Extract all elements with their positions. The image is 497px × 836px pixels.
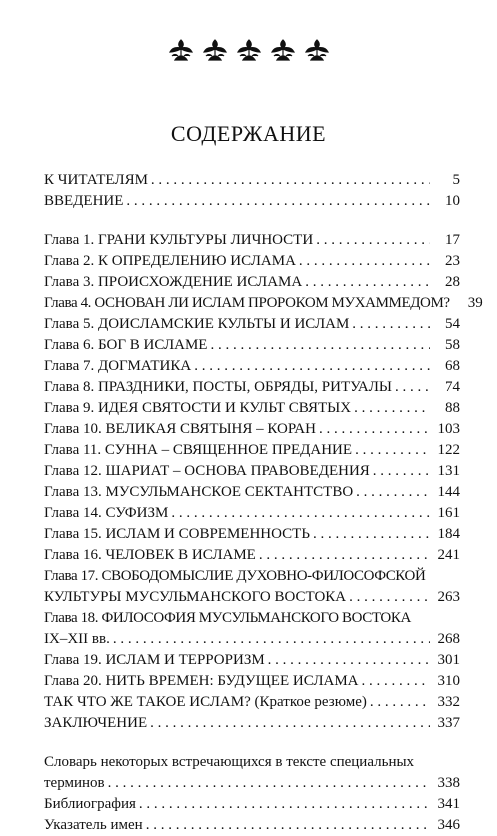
toc-page-number: 28 [445, 274, 460, 290]
leader-dots [373, 465, 430, 479]
leader-dots [151, 174, 430, 188]
leader-dots [313, 528, 430, 542]
toc-entry-label: Глава 18. ФИЛОСОФИЯ МУСУЛЬМАНСКОГО ВОСТОКА [44, 608, 414, 629]
toc-entry-summary[interactable] [44, 692, 460, 713]
leader-dots [319, 423, 430, 437]
toc-entry-introduction[interactable] [44, 191, 460, 212]
toc-page-number: 301 [437, 652, 460, 668]
toc-page-number: 54 [445, 316, 460, 332]
toc-entry-label: КУЛЬТУРЫ МУСУЛЬМАНСКОГО ВОСТОКА [44, 587, 349, 608]
leader-dots [259, 549, 430, 563]
toc-entry-label: терминов [44, 773, 108, 794]
toc-entry-chapter-18-cont[interactable] [44, 629, 460, 650]
toc-entry-label: Глава 20. НИТЬ ВРЕМЕН: БУДУЩЕЕ ИСЛАМА [44, 671, 362, 692]
fleuron-icon [234, 36, 264, 66]
toc-entry-chapter[interactable] [44, 377, 460, 398]
toc-page-number: 17 [445, 232, 460, 248]
toc-entry-readers[interactable] [44, 170, 460, 191]
toc-entry-label: Глава 19. ИСЛАМ И ТЕРРОРИЗМ [44, 650, 268, 671]
toc-entry-chapter[interactable] [44, 251, 460, 272]
fleuron-icon [268, 36, 298, 66]
leader-dots [108, 777, 430, 791]
toc-entry-chapter[interactable] [44, 356, 460, 377]
leader-dots [414, 612, 430, 626]
toc-entry-label: Глава 13. МУСУЛЬМАНСКОЕ СЕКТАНТСТВО [44, 482, 356, 503]
toc-entry-label: Глава 12. ШАРИАТ – ОСНОВА ПРАВОВЕДЕНИЯ [44, 461, 373, 482]
toc-page-number: 346 [437, 817, 460, 833]
toc-page-number: 58 [445, 337, 460, 353]
toc-entry-chapter[interactable] [44, 503, 460, 524]
leader-dots [146, 819, 430, 833]
toc-entry-glossary[interactable] [44, 752, 460, 773]
toc-entry-bibliography[interactable] [44, 794, 460, 815]
leader-dots [349, 591, 430, 605]
toc-page-number: 144 [437, 484, 460, 500]
toc-entry-chapter-18[interactable] [44, 608, 460, 629]
leader-dots [356, 486, 430, 500]
toc-page-number: 68 [445, 358, 460, 374]
toc-entry-label: Глава 5. ДОИСЛАМСКИЕ КУЛЬТЫ И ИСЛАМ [44, 314, 352, 335]
toc-entry-label: Глава 6. БОГ В ИСЛАМЕ [44, 335, 210, 356]
toc-entry-chapter[interactable] [44, 230, 460, 251]
toc-page-number: 10 [445, 193, 460, 209]
toc-page-number: 337 [437, 715, 460, 731]
toc-entry-index[interactable] [44, 815, 460, 836]
leader-dots [150, 717, 430, 731]
toc-entry-label: Глава 9. ИДЕЯ СВЯТОСТИ И КУЛЬТ СВЯТЫХ [44, 398, 354, 419]
leader-dots [299, 255, 430, 269]
toc-entry-chapter[interactable] [44, 272, 460, 293]
toc-entry-label: Глава 3. ПРОИСХОЖДЕНИЕ ИСЛАМА [44, 272, 305, 293]
toc-page-number: 103 [437, 421, 460, 437]
toc-entry-label: Словарь некоторых встречающихся в тексте специальных [44, 752, 417, 773]
toc-entry-chapter[interactable] [44, 440, 460, 461]
toc-entry-label: Глава 17. СВОБОДОМЫСЛИЕ ДУХОВНО-ФИЛОСОФСКОЙ [44, 566, 428, 587]
fleuron-icon [200, 36, 230, 66]
fleuron-icon [302, 36, 332, 66]
toc-entry-conclusion[interactable] [44, 713, 460, 734]
toc-entry-label: Указатель имен [44, 815, 146, 836]
leader-dots [268, 654, 430, 668]
toc-entry-label: ВВЕДЕНИЕ [44, 191, 126, 212]
toc-entry-label: Глава 11. СУННА – СВЯЩЕННОЕ ПРЕДАНИЕ [44, 440, 355, 461]
page-title: СОДЕРЖАНИЕ [170, 121, 327, 146]
leader-dots [126, 195, 430, 209]
toc-entry-label: Глава 4. ОСНОВАН ЛИ ИСЛАМ ПРОРОКОМ МУХАММЕДОМ? [44, 293, 453, 314]
toc-page-number: 122 [437, 442, 460, 458]
toc-page-number: 310 [437, 673, 460, 689]
leader-dots [354, 402, 430, 416]
toc-page-number: 74 [445, 379, 460, 395]
table-of-contents [44, 170, 483, 836]
leader-dots [171, 507, 430, 521]
toc-entry-glossary-cont[interactable] [44, 773, 460, 794]
toc-entry-chapter[interactable] [44, 524, 460, 545]
leader-dots [316, 234, 430, 248]
toc-page-number: 338 [437, 775, 460, 791]
toc-entry-chapter[interactable] [44, 650, 460, 671]
leader-dots [428, 570, 430, 584]
toc-page-number: 23 [445, 253, 460, 269]
toc-entry-label: IX–XII вв. [44, 629, 113, 650]
toc-entry-chapter[interactable] [44, 419, 460, 440]
leader-dots [352, 318, 430, 332]
toc-entry-chapter[interactable] [44, 314, 460, 335]
toc-entry-chapter[interactable] [44, 398, 460, 419]
toc-page-number: 5 [452, 172, 460, 188]
toc-entry-label: ЗАКЛЮЧЕНИЕ [44, 713, 150, 734]
toc-entry-chapter[interactable] [44, 671, 460, 692]
leader-dots [355, 444, 430, 458]
toc-page-number: 268 [437, 631, 460, 647]
toc-entry-label: Глава 14. СУФИЗМ [44, 503, 171, 524]
leader-dots [370, 696, 430, 710]
toc-page-number: 263 [437, 589, 460, 605]
toc-entry-chapter-17[interactable] [44, 566, 460, 587]
toc-entry-label: Глава 10. ВЕЛИКАЯ СВЯТЫНЯ – КОРАН [44, 419, 319, 440]
toc-page-number: 241 [437, 547, 460, 563]
leader-dots [395, 381, 430, 395]
toc-entry-label: Глава 8. ПРАЗДНИКИ, ПОСТЫ, ОБРЯДЫ, РИТУАЛЫ [44, 377, 395, 398]
fleuron-icon [166, 36, 196, 66]
toc-page-number: 88 [445, 400, 460, 416]
toc-entry-chapter[interactable] [44, 545, 460, 566]
header-ornament [0, 36, 497, 72]
toc-entry-label: Глава 1. ГРАНИ КУЛЬТУРЫ ЛИЧНОСТИ [44, 230, 316, 251]
toc-entry-label: ТАК ЧТО ЖЕ ТАКОЕ ИСЛАМ? (Краткое резюме) [44, 692, 370, 713]
leader-dots [194, 360, 430, 374]
toc-entry-label: Библиография [44, 794, 139, 815]
toc-entry-label: Глава 7. ДОГМАТИКА [44, 356, 194, 377]
toc-page-number: 332 [437, 694, 460, 710]
leader-dots [210, 339, 430, 353]
toc-page-number: 184 [437, 526, 460, 542]
leader-dots [417, 756, 430, 770]
toc-entry-label: Глава 15. ИСЛАМ И СОВРЕМЕННОСТЬ [44, 524, 313, 545]
toc-entry-label: Глава 2. К ОПРЕДЕЛЕНИЮ ИСЛАМА [44, 251, 299, 272]
toc-entry-label: К ЧИТАТЕЛЯМ [44, 170, 151, 191]
leader-dots [305, 276, 430, 290]
toc-entry-label: Глава 16. ЧЕЛОВЕК В ИСЛАМЕ [44, 545, 259, 566]
leader-dots [362, 675, 430, 689]
toc-page-number: 341 [437, 796, 460, 812]
toc-entry-chapter[interactable] [44, 461, 460, 482]
toc-page-number: 39 [467, 295, 483, 311]
toc-page-number: 161 [437, 505, 460, 521]
leader-dots [113, 633, 430, 647]
toc-page-number: 131 [437, 463, 460, 479]
toc-entry-chapter[interactable] [44, 335, 460, 356]
toc-entry-chapter-17-cont[interactable] [44, 587, 460, 608]
toc-entry-chapter[interactable] [44, 293, 483, 314]
toc-entry-chapter[interactable] [44, 482, 460, 503]
